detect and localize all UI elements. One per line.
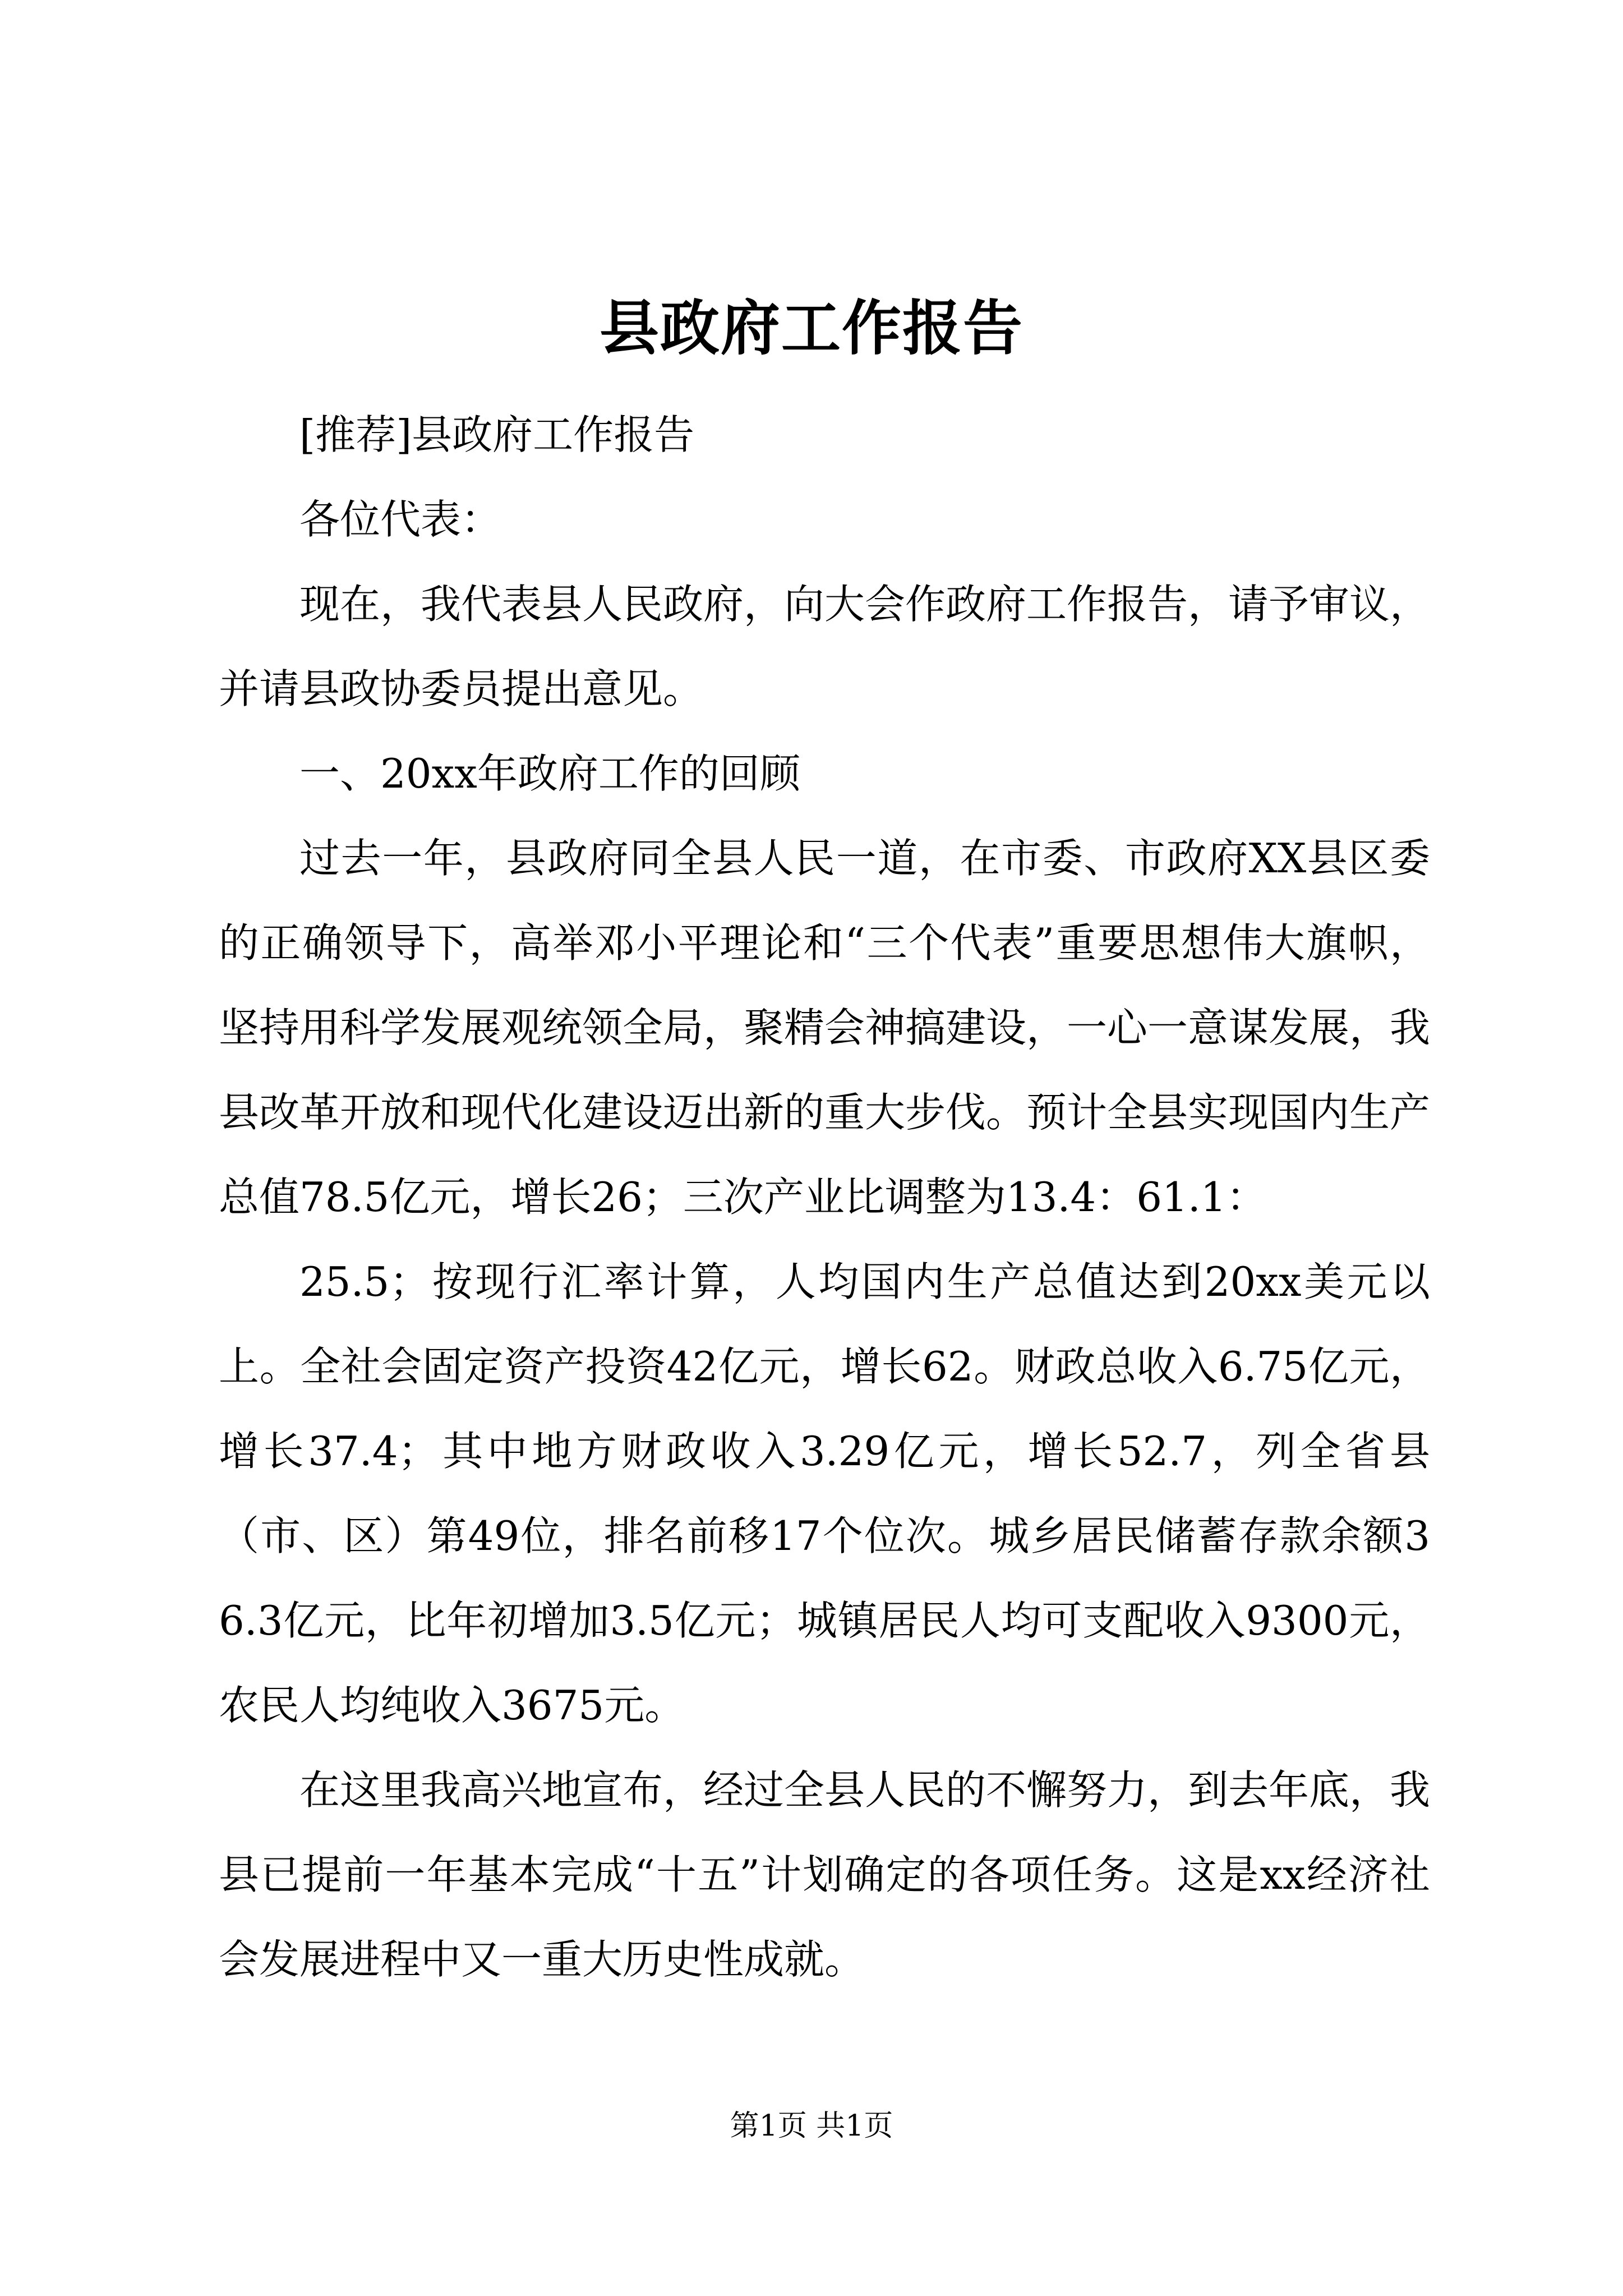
paragraph-announcement: 在这里我高兴地宣布，经过全县人民的不懈努力，到去年底，我县已提前一年基本完成“十五”计划确定的各项任务。这是xx经济社会发展进程中又一重大历史性成就。 (219, 1766, 1431, 1983)
paragraph-intro: 现在，我代表县人民政府，向大会作政府工作报告，请予审议，并请县政协委员提出意见。 (219, 581, 1431, 712)
paragraph-economic-figures: 25.5；按现行汇率计算，人均国内生产总值达到20xx美元以上。全社会固定资产投资42亿元，增长62。财政总收入6.75亿元，增长37.4；其中地方财政收入3.29亿元，增长52.7，列全省县（市、区）第49位，排名前移17个位次。城乡居民储蓄存款余额36.3亿元，比年初增加3.5亿元；城镇居民人均可支配收入9300元，农民人均纯收入3675元。 (219, 1258, 1430, 1729)
page-footer: 第1页 共1页 (730, 2109, 893, 2143)
document-body (219, 393, 1430, 2002)
paragraph-recommend-heading: [推荐]县政府工作报告 (299, 411, 695, 458)
section-heading-review: 一、20xx年政府工作的回顾 (299, 750, 800, 797)
paragraph-review-overview: 过去一年，县政府同全县人民一道，在市委、市政府XX县区委的正确领导下，高举邓小平理论和“三个代表”重要思想伟大旗帜，坚持用科学发展观统领全局，聚精会神搞建设，一心一意谋发展，我县改革开放和现代化建设迈出新的重大步伐。预计全县实现国内生产总值78.5亿元，增长26；三次产业比调整为13.4：61.1： (219, 835, 1431, 1221)
paragraph-salutation: 各位代表： (299, 496, 502, 543)
page-title: 县政府工作报告 (600, 293, 1023, 363)
